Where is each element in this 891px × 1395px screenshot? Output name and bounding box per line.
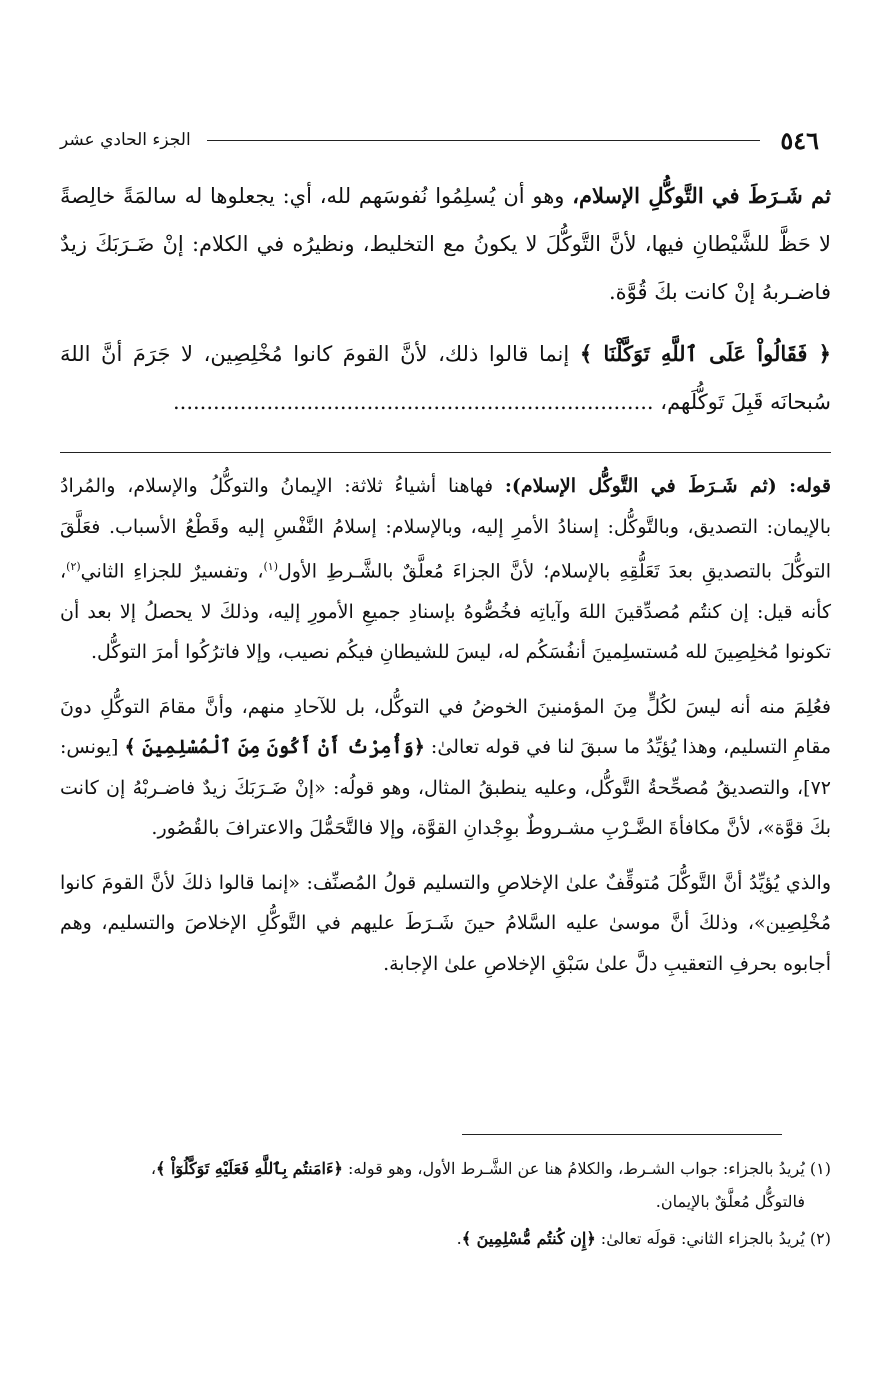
footnote-ref-1[interactable]: (١) xyxy=(263,560,278,573)
page-header xyxy=(60,120,819,160)
footnotes xyxy=(60,1152,831,1259)
commentary-paragraph-1-body: فهاهنا أشياءُ ثلاثة: الإيمانُ والتوكُّلُ والإسلام، والمُرادُ بالإيمان: التصديق، وبالتَّوكُّل: إسنادُ الأمرِ إليه، وبالإسلام: إسلامُ النَّفْسِ إليه وقَطْعُ الأسباب. فعَلَّقَ التوكُّلَ بالتصديقِ بعدَ تَعَلُّقِهِ بالإسلام؛ لأنَّ الجزاءَ مُعلَّقٌ بالشَّـرطِ الأول xyxy=(60,475,831,583)
main-paragraph-1-lead: ثم شَـرَطَ في التَّوكُّلِ الإسلام، xyxy=(572,183,831,208)
main-paragraph-1 xyxy=(60,172,831,316)
commentary-paragraph-3 xyxy=(60,863,831,985)
commentary-paragraph-1 xyxy=(60,466,831,673)
commentary-paragraph-2 xyxy=(60,687,831,849)
main-paragraph-2 xyxy=(60,330,831,426)
page-number: ٥٤٦ xyxy=(780,125,819,155)
commentary-text xyxy=(60,466,831,998)
quran-verse-umirtu: ﴿وَأُمِرْتُ أَنْ أَكُونَ مِنَ ٱلْمُسْلِمِينَ ﴾ xyxy=(124,736,425,759)
commentary-paragraph-1-body-3: ، كأنه قيل: إن كنتُم مُصدِّقينَ اللهَ وآياتِه فخُصُّوهُ بإسنادِ جميعِ الأمورِ إليه، وذلكَ لا يحصلُ إلا بعد أن تكونوا مُخلِصِينَ لله مُستسلِمينَ أنفُسَكُم له، ليسَ للشيطانِ فيكُم نصيب، وإلا فاترُكُوا أمرَ التوكُّل. xyxy=(60,560,831,664)
quran-verse-in-kuntum: ﴿إِن كُنتُم مُّسْلِمِينَ ﴾ xyxy=(461,1229,596,1248)
footnote-1-body: (١) يُريدُ بالجزاء: جواب الشـرط، والكلامُ هنا عن الشَّـرط الأول، وهو قوله: xyxy=(342,1159,831,1178)
footnote-1-line-2: فالتوكُّل مُعلَّقٌ بالإيمان. xyxy=(655,1192,805,1211)
footnote-2-end: . xyxy=(456,1229,462,1248)
footnote-1-end: ، xyxy=(150,1159,157,1178)
footnote-rule xyxy=(462,1134,782,1135)
main-paragraph-1-body: وهو أن يُسلِمُوا نُفوسَهم لله، أي: يجعلوها له سالمَةً خالِصةً لا حَظَّ للشَّيْطانِ فيها، لأنَّ التَّوكُّلَ لا يكونُ مع التخليط، ونظيرُه في الكلام: إنْ ضَـرَبَكَ زيدٌ فاضـربهُ إنْ كانت بكَ قُوَّة. xyxy=(60,184,831,304)
running-title: الجزء الحادي عشر xyxy=(60,130,191,150)
quran-verse-tawakkalna: ﴿ فَقَالُواْ عَلَى ٱللَّهِ تَوَكَّلْنَا ﴾ xyxy=(579,341,831,366)
continuation-dots: ........................................................................ xyxy=(172,390,654,414)
commentary-paragraph-2-body-2: [يونس: ٧٢]، والتصديقُ مُصحِّحةُ التَّوكُّل، وعليه ينطبقُ المثال، وهو قولُه: «إنْ ضَـرَبَكَ زيدٌ فاضـربْهُ إن كانت بكَ قوَّة»، لأنَّ مكافأةَ الضَّـرْبِ مشـروطٌ بوِجْدانِ القوَّة، وإلا فالتَّحَمُّلَ والاعترافَ بالقُصُور. xyxy=(60,736,831,840)
main-paragraph-2-body: إنما قالوا ذلك، لأنَّ القومَ كانوا مُخْلِصِين، لا جَرَمَ أنَّ اللهَ سُبحانَه قَبِلَ تَوكُّلَهم، xyxy=(60,342,831,414)
main-text xyxy=(60,172,831,426)
header-rule xyxy=(207,140,761,141)
commentary-paragraph-1-body-2: ، وتفسيرٌ للجزاءِ الثاني xyxy=(80,560,264,583)
matn-sharh-divider xyxy=(60,452,831,453)
footnote-ref-2[interactable]: (٢) xyxy=(66,560,81,573)
commentary-paragraph-2-body: فعُلِمَ منه أنه ليسَ لكُلٍّ مِنَ المؤمنينَ الخوضُ في التوكُّل، بل للآحادِ منهم، وأنَّ مقامَ التوكُّلِ دونَ مقامِ التسليم، وهذا يُؤيِّدُ ما سبقَ لنا في قوله تعالىٰ: xyxy=(60,695,831,759)
footnote-1 xyxy=(60,1152,831,1218)
quran-verse-amantum: ﴿ءَامَنتُم بِٱللَّهِ فَعَلَيْهِ تَوَكَّلُوٓاْ ﴾ xyxy=(156,1159,343,1178)
footnote-2-body: (٢) يُريدُ بالجزاء الثاني: قولَه تعالىٰ: xyxy=(595,1229,831,1248)
footnote-2 xyxy=(60,1222,831,1255)
commentary-paragraph-1-lead: قوله: (ثم شَـرَطَ في التَّوكُّل الإسلام): xyxy=(504,475,831,497)
commentary-paragraph-3-body: والذي يُؤيِّدُ أنَّ التَّوكُّلَ مُتوقِّفٌ علىٰ الإخلاصِ والتسليم قولُ المُصنِّف: «إنما قالوا ذلكَ لأنَّ القومَ كانوا مُخْلِصِين»، وذلكَ أنَّ موسىٰ عليه السَّلامُ حينَ شَـرَطَ عليهم في التَّوكُّلِ الإخلاصَ والتسليم، وهم أجابوه بحرفِ التعقيبِ دلَّ علىٰ سَبْقِ الإخلاصِ علىٰ الإجابة. xyxy=(60,871,831,975)
